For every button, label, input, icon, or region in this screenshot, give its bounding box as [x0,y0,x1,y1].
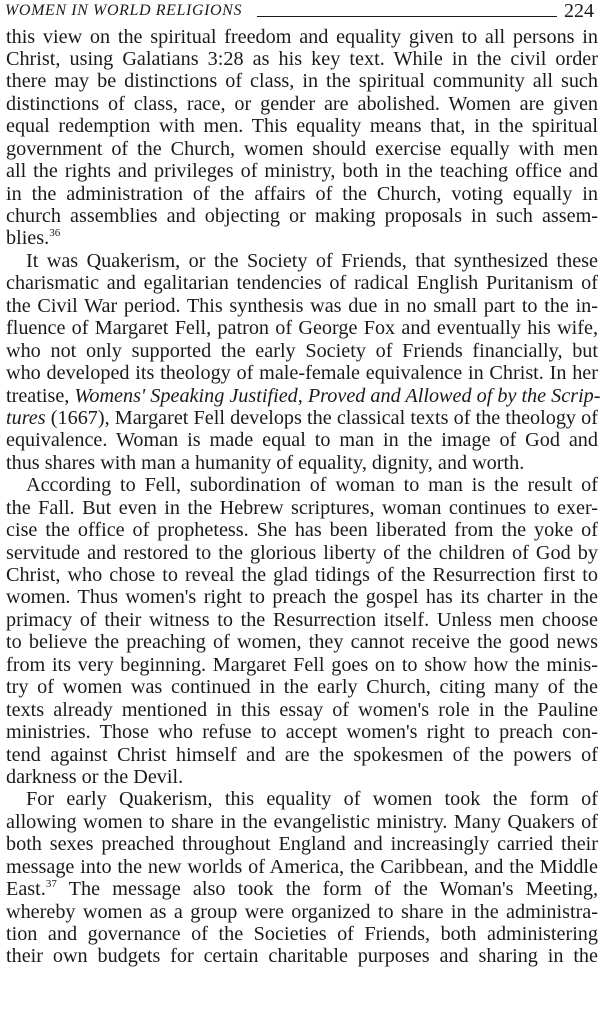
book-title: tures [6,406,46,429]
text-line: the Fall. But even in the Hebrew scriptures, woman continues to exer- [6,496,598,519]
text-line: According to Fell, subordination of woman to man is the result of [26,474,598,497]
text-line: charismatic and egalitarian tendencies of radical English Puritanism of [6,272,598,295]
text-line: servitude and restored to the glorious liberty of the children of God by [6,541,598,564]
text-line [6,385,598,407]
text-run: East. [6,878,46,901]
text-line: allowing women to share in the evangelistic ministry. Many Quakers of [6,810,598,833]
text-line: Christ, who chose to reveal the glad tidings of the Resurrection first to [6,564,598,586]
book-title: Womens' Speaking Justified, Proved and Allowed of by the Scrip- [74,384,600,407]
text-line: Christ, using Galatians 3:28 as his key text. While in the civil order [6,47,598,70]
running-title: WOMEN IN WORLD RELIGIONS [5,2,243,19]
text-line: distinctions of class, race, or gender are abolished. Women are given [6,92,598,115]
text-line: equivalence. Woman is made equal to man in the image of God and [6,429,598,452]
paragraph [6,474,598,788]
text-line: church assemblies and objecting or making proposals in such assem- [6,205,598,227]
page-number: 224 [564,0,594,22]
text-line: It was Quakerism, or the Society of Friends, that synthesized these [26,249,598,272]
paragraph [6,250,598,474]
text-line: For early Quakerism, this equality of women took the form of [26,788,598,811]
header-rule [257,16,557,17]
text-line: there may be distinctions of class, in the spiritual community all such [6,70,598,93]
footnote-marker: 37 [45,878,57,891]
text-run: blies. [6,227,50,250]
text-line: the Civil War period. This synthesis was due in no small part to the in- [6,294,598,317]
text-line: government of the Church, women should exercise equally with men [6,137,598,160]
text-line [6,407,598,429]
footnote-marker: 36 [49,227,61,240]
text-line: in the administration of the affairs of the Church, voting equally in [6,182,598,205]
text-run: (1667), Margaret Fell develops the classical texts of the theology of [45,406,598,429]
text-line: darkness or the Devil. [6,765,184,788]
running-header [5,1,597,23]
text-line: cise the office of prophetess. She has been liberated from the yoke of [6,519,598,542]
text-line: to believe the preaching of women, they cannot receive the good news [6,631,598,654]
text-line: tend against Christ himself and are the spokesmen of the powers of [6,743,598,766]
text-line: who not only supported the early Society of Friends financially, but [6,339,598,362]
text-line [6,878,598,900]
text-line: fluence of Margaret Fell, patron of George Fox and eventually his wife, [6,317,598,340]
text-line: all the rights and privileges of ministry, both in the teaching office and [6,160,598,183]
text-line: who developed its theology of male-female equivalence in Christ. In her [6,362,598,385]
text-line: this view on the spiritual freedom and equality given to all persons in [6,25,598,48]
text-line: women. Thus women's right to preach the gospel has its charter in the [6,586,598,609]
text-line: primacy of their witness to the Resurrection itself. Unless men choose [6,608,598,631]
text-line: both sexes preached throughout England and increasingly carried their [6,833,598,856]
text-line: try of women was continued in the early Church, citing many of the [6,676,598,699]
paragraph [6,788,598,968]
text-line: whereby women as a group were organized to share in the administra- [6,900,598,923]
text-line: equal redemption with men. This equality means that, in the spiritual [6,115,598,138]
text-run: treatise, [6,384,75,407]
text-line: their own budgets for certain charitable purposes and sharing in the [6,945,598,968]
body-text [6,26,598,968]
text-line: texts already mentioned in this essay of women's role in the Pauline [6,698,598,721]
text-line: from its very beginning. Margaret Fell goes on to show how the minis- [6,653,598,676]
text-line: tion and governance of the Societies of Friends, both administering [6,923,598,945]
text-line: thus shares with man a humanity of equality, dignity, and worth. [6,451,525,474]
text-run: The message also took the form of the Woman's Meeting, [56,878,598,901]
text-line: ministries. Those who refuse to accept women's right to preach con- [6,721,598,744]
paragraph [6,26,598,250]
text-line: message into the new worlds of America, the Caribbean, and the Middle [6,855,598,878]
text-line [6,227,598,249]
